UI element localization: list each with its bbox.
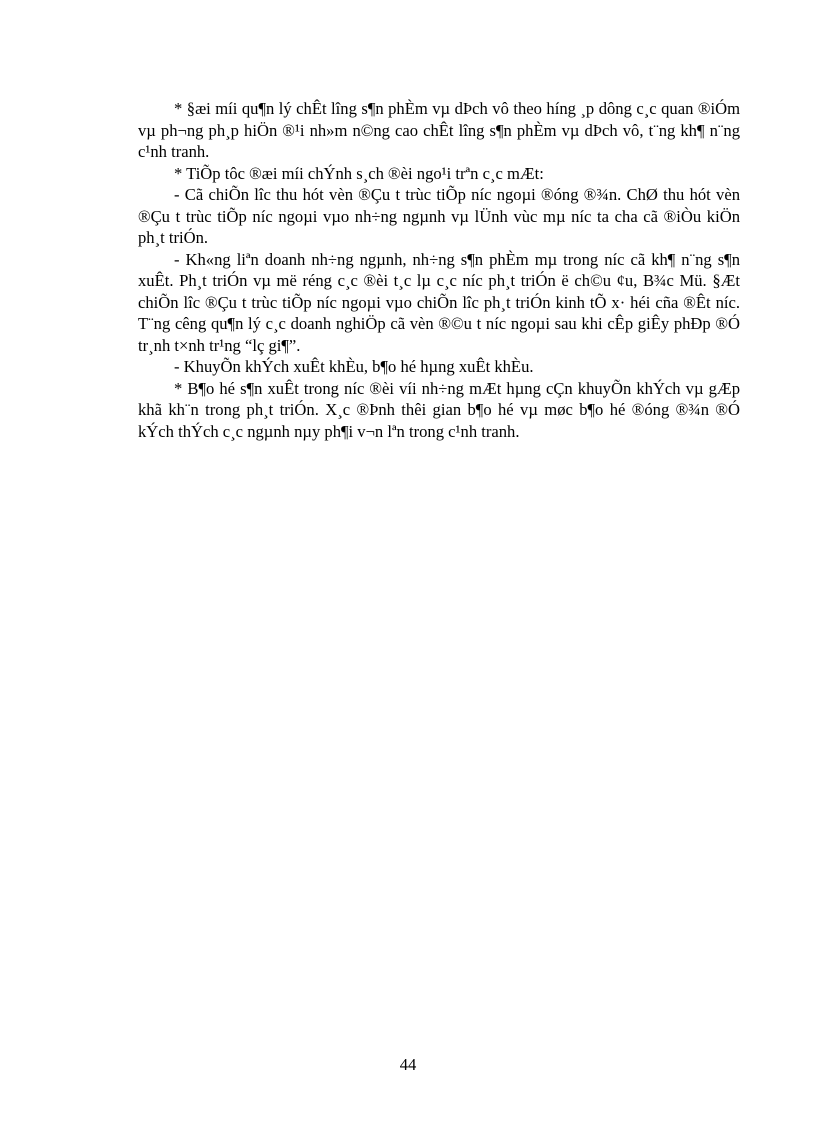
page-body — [138, 98, 740, 442]
paragraph-foreign-policy: * TiÕp tôc ®æi míi chÝnh s¸ch ®èi ngo¹i trªn c¸c mÆt: — [174, 163, 544, 183]
paragraph-quality-management: * §æi míi qu¶n lý chÊt lîng s¶n phÈm vµ dÞch vô theo híng ¸p dông c¸c quan ®iÓm vµ ph¬ng ph¸p hiÖn ®¹i nh»m n©ng cao chÊt lîng s¶n phÈm vµ dÞch vô, t¨ng kh¶ n¨ng c¹nh tranh. — [138, 99, 740, 161]
paragraph-export-promotion: - KhuyÕn khÝch xuÊt khÈu, b¶o hé hµng xuÊt khÈu. — [174, 357, 534, 376]
paragraph-domestic-protection: * B¶o hé s¶n xuÊt trong níc ®èi víi nh÷ng mÆt hµng cÇn khuyÕn khÝch vµ gÆp khã kh¨n trong ph¸t triÓn. X¸c ®Þnh thêi gian b¶o hé vµ møc b¶o hé ®óng ®¾n ®Ó kÝch thÝch c¸c ngµnh nµy ph¶i v¬n lªn trong c¹nh tranh. — [138, 378, 740, 441]
page-number: 44 — [399, 1055, 417, 1074]
paragraph-joint-ventures: - Kh«ng liªn doanh nh÷ng ngµnh, nh÷ng s¶n phÈm mµ trong níc cã kh¶ n¨ng s¶n xuÊt. Ph¸t triÓn vµ më réng c¸c ®èi t¸c lµ c¸c níc ph¸t triÓn ë ch©u ¢u, B¾c Mü. §Æt chiÕn lîc ®Çu t trùc tiÕp níc ngoµi vµo chiÕn lîc ph¸t triÓn kinh tÕ x· héi cña ®Êt níc. T¨ng cêng qu¶n lý c¸c doanh nghiÖp cã vèn ®©u t níc ngoµi sau khi cÊp giÊy phÐp ®Ó tr¸nh t×nh tr¹ng “lç gi¶”. — [138, 249, 740, 355]
paragraph-fdi-strategy: - Cã chiÕn lîc thu hót vèn ®Çu t trùc tiÕp níc ngoµi ®óng ®¾n. ChØ thu hót vèn ®Çu t trùc tiÕp níc ngoµi vµo nh÷ng ngµnh vµ lÜnh vùc mµ níc ta cha cã ®iÒu kiÖn ph¸t triÓn. — [138, 185, 740, 247]
